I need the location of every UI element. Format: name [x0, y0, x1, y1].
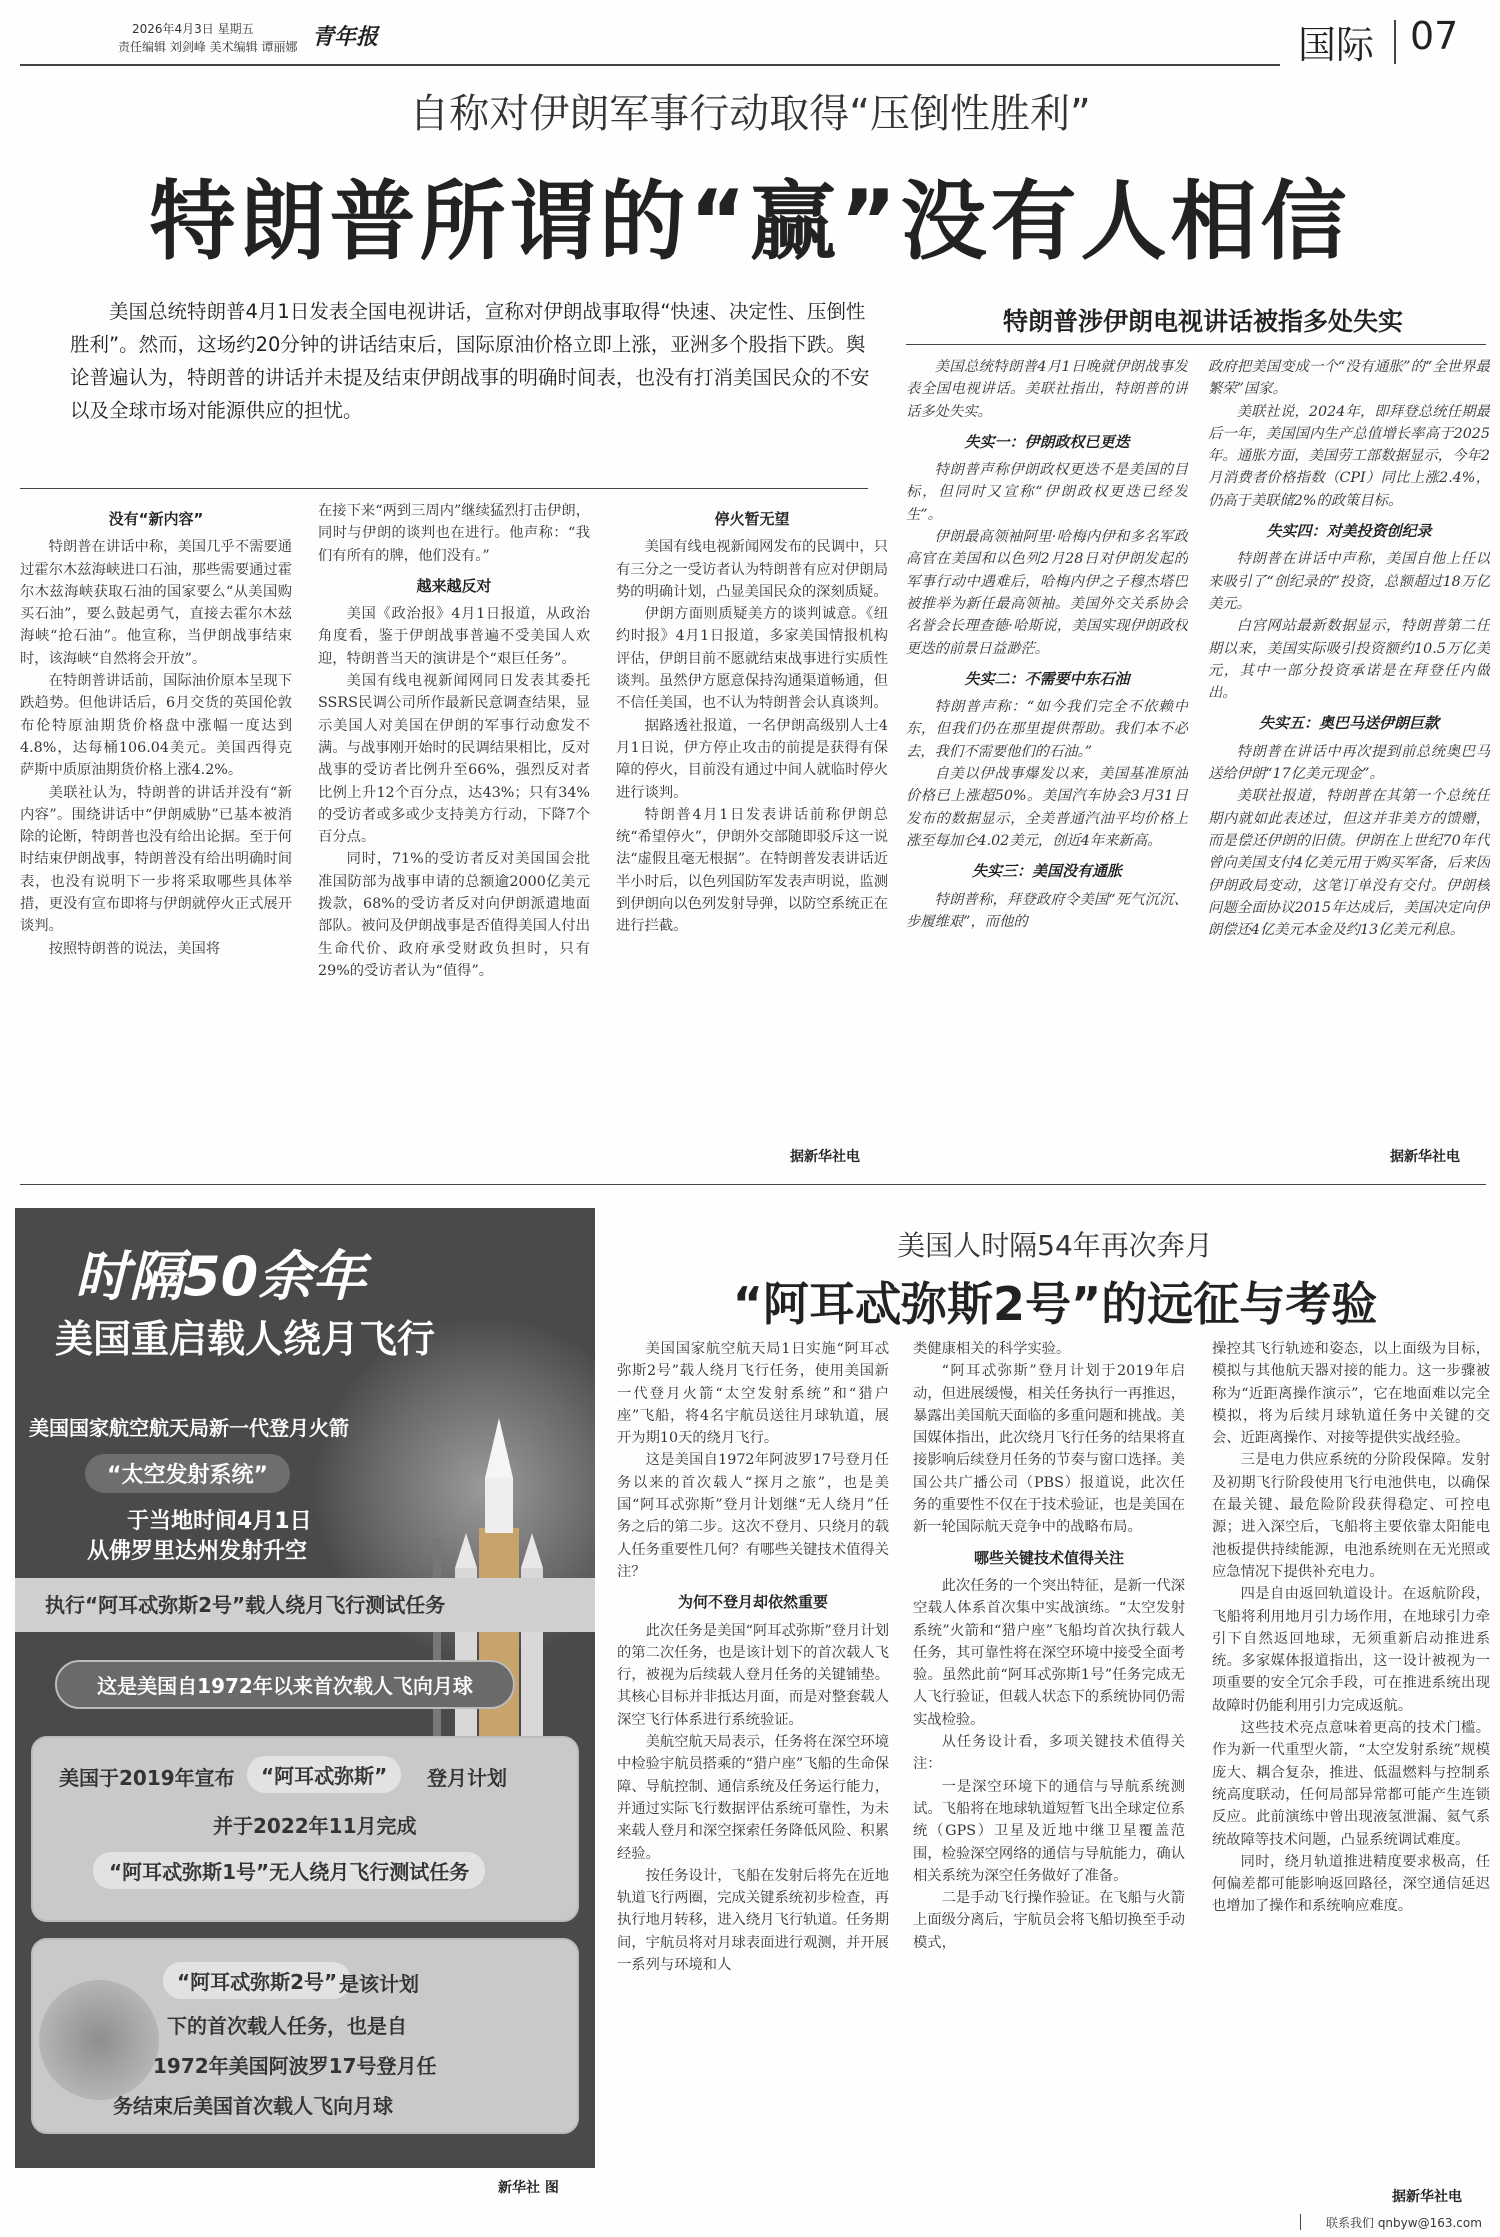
- paragraph: 此次任务的一个突出特征，是新一代深空载人体系首次集中实战演练。“太空发射系统”火箭和“猎户座”飞船均首次执行载人任务，其可靠性将在深空环境中接受全面考验。虽然此前“阿耳忒弥斯1号”任务完成无人飞行验证，但载人状态下的系统协同仍需实战检验。: [913, 1577, 1185, 1728]
- fact-head-5: 失实五：奥巴马送伊朗巨款: [1258, 714, 1439, 733]
- graphic-box1-text-a: 美国于2019年宣布: [59, 1766, 235, 1790]
- story1-lede: 美国总统特朗普4月1日发表全国电视讲话，宣称对伊朗战事取得“快速、决定性、压倒性胜利”。然而，这场约20分钟的讲话结束后，国际原油价格立即上涨，亚洲多个股指下跌。舆论普遍认为，特朗普的讲话并未提及结束伊朗战事的明确时间表，也没有打消美国民众的不安以及全球市场对能源供应的担忧。: [70, 300, 870, 422]
- section-divider: [1394, 20, 1396, 64]
- paragraph: 二是手动飞行操作验证。在飞船与火箭上面级分离后，宇航员会将飞船切换至手动模式，: [913, 1890, 1185, 1951]
- paragraph: 按任务设计，飞船在发射后将先在近地轨道飞行两圈，完成关键系统初步检查，再执行地月转移，进入绕月飞行轨道。任务期间，宇航员将对月球表面进行观测，并开展一系列与环境和人: [617, 1867, 889, 1974]
- paragraph: 美国有线电视新闻网发布的民调中，只有三分之一受访者认为特朗普有应对伊朗局势的明确计划，凸显美国民众的深刻质疑。: [616, 539, 888, 600]
- story2-column-2: [1208, 356, 1490, 1156]
- paragraph: 特朗普称，拜登政府令美国“死气沉沉、步履维艰”，而他的: [906, 891, 1188, 930]
- paragraph: 据路透社报道，一名伊朗高级别人士4月1日说，伊方停止攻击的前提是获得有保障的停火，目前没有通过中间人就临时停火进行谈判。: [616, 717, 888, 801]
- story3-column-2: [913, 1338, 1185, 2218]
- contact-email: 联系我们 qnbyw@163.com: [1326, 2216, 1482, 2230]
- paragraph: 四是自由返回轨道设计。在返航阶段，飞船将利用地月引力场作用，在地球引力牵引下自然返回地球，无须重新启动推进系统。多家媒体报道指出，这一设计被视为一项重要的安全冗余手段，可在推进系统出现故障时仍能利用引力完成返航。: [1212, 1586, 1490, 1714]
- story3-source: 据新华社电: [1392, 2189, 1462, 2205]
- infographic: [15, 1208, 595, 2168]
- story3-column-1: [617, 1338, 889, 2218]
- story3-column-3: [1212, 1338, 1490, 2188]
- paragraph: “阿耳忒弥斯”登月计划于2019年启动，但进展缓慢，相关任务执行一再推迟，暴露出美国航天面临的多重问题和挑战。美国媒体指出，此次绕月飞行任务的结果将直接影响后续登月任务的节奏与窗口选择。美国公共广播公司（PBS）报道说，此次任务的重要性不仅在于技术验证，也是美国在新一轮国际航天竞争中的战略布局。: [913, 1363, 1185, 1536]
- paragraph: 特朗普4月1日发表讲话前称伊朗总统“希望停火”，伊朗外交部随即驳斥这一说法“虚假且毫无根据”。在特朗普发表讲话近半小时后，以色列国防军发表声明说，监测到伊朗向以色列发射导弹，以防空系统正在进行拦截。: [616, 806, 888, 935]
- paragraph: 自美以伊战事爆发以来，美国基准原油价格已上涨超50%。美国汽车协会3月31日发布的数据显示，全美普通汽油平均价格上涨至每加仑4.02美元，创近4年来新高。: [906, 766, 1188, 849]
- paragraph: 美航空航天局表示，任务将在深空环境中检验宇航员搭乘的“猎户座”飞船的生命保障、导航控制、通信系统及任务运行能力，并通过实际飞行数据评估系统可靠性，为未来载人登月和深空探索任务降低风险、积累经验。: [617, 1734, 889, 1862]
- fact-head-3: 失实三：美国没有通胀: [971, 862, 1122, 881]
- paragraph: 美联社报道，特朗普在其第一个总统任期内就如此表述过，但这并非美方的馈赠，而是偿还伊朗的旧债。伊朗在上世纪70年代曾向美国支付4亿美元用于购买军备，后来因伊朗政局变动，这笔订单没有交付。伊朗核问题全面协议2015年达成后，美国决定向伊朗偿还4亿美元本金及约13亿美元利息。: [1208, 788, 1490, 939]
- graphic-line-1: 美国国家航空航天局新一代登月火箭: [29, 1416, 349, 1440]
- paragraph: 伊朗最高领袖阿里·哈梅内伊和多名军政高官在美国和以色列2月28日对伊朗发起的军事行动中遇难后，哈梅内伊之子穆杰塔巴被推举为新任最高领袖。美国外交关系协会名誉会长理查德·哈斯说，美国实现伊朗政权更迭的前景日益渺茫。: [906, 529, 1188, 657]
- paragraph: 一是深空环境下的通信与导航系统测试。飞船将在地球轨道短暂飞出全球定位系统（GPS）卫星及近地中继卫星覆盖范围，检验深空网络的通信与导航能力，确认相关系统为深空任务做好了准备。: [913, 1778, 1185, 1884]
- paragraph: 美联社说，2024年，即拜登总统任期最后一年，美国国内生产总值增长率高于2025年。通胀方面，美国劳工部数据显示，今年2月消费者价格指数（CPI）同比上涨2.4%，仍高于美联储2%的政策目标。: [1208, 403, 1490, 509]
- paragraph: 美国国家航空航天局1日实施“阿耳忒弥斯2号”载人绕月飞行任务，使用美国新一代登月火箭“太空发射系统”和“猎户座”飞船，将4名宇航员送往月球轨道，展开为期10天的绕月飞行。: [617, 1341, 889, 1447]
- graphic-box1-pill: “阿耳忒弥斯”: [247, 1756, 401, 1793]
- newspaper-logo: 青年报: [312, 24, 379, 50]
- story1-headline: 特朗普所谓的“赢”没有人相信: [149, 172, 1351, 272]
- story3-subhead-2: 哪些关键技术值得关注: [973, 1548, 1124, 1567]
- lede-rule: [20, 488, 868, 489]
- editors-credit: 责任编辑 刘剑峰 美术编辑 谭丽娜: [118, 40, 298, 54]
- story2-column-1: [906, 356, 1188, 1186]
- story1-subhead-1: 没有“新内容”: [108, 510, 204, 528]
- graphic-band-text: 执行“阿耳忒弥斯2号”载人绕月飞行测试任务: [45, 1593, 446, 1617]
- paragraph: 在接下来“两到三周内”继续猛烈打击伊朗，同时与伊朗的谈判也在进行。他声称：“我们有所有的牌，他们没有。”: [318, 503, 590, 564]
- graphic-title-1: 时隔50余年: [75, 1245, 367, 1308]
- graphic-credit: 新华社 图: [498, 2180, 559, 2196]
- paragraph: 按照特朗普的说法，美国将: [48, 940, 221, 957]
- paragraph: 政府把美国变成一个“没有通胀”的“全世界最繁荣”国家。: [1208, 359, 1490, 398]
- story3-subhead-1: 为何不登月却依然重要: [677, 1593, 828, 1612]
- issue-date: 2026年4月3日 星期五: [132, 22, 254, 36]
- graphic-line-2: 于当地时间4月1日: [127, 1509, 312, 1534]
- graphic-band: [15, 1578, 595, 1632]
- story1-kicker: 自称对伊朗军事行动取得“压倒性胜利”: [409, 91, 1091, 137]
- story1-column-1: [20, 500, 292, 1180]
- graphic-line-3: 从佛罗里达州发射升空: [87, 1539, 308, 1564]
- fact-head-2: 失实二：不需要中东石油: [964, 669, 1130, 688]
- paragraph: 在特朗普讲话前，国际油价原本呈现下跌趋势。但他讲话后，6月交货的英国伦敦布伦特原油期货价格盘中涨幅一度达到4.8%，达每桶106.04美元。美国西得克萨斯中质原油期货价格上涨4.2%。: [20, 673, 292, 779]
- section-rule: [20, 1184, 1486, 1185]
- story2-source: 据新华社电: [1390, 1149, 1460, 1165]
- graphic-box1-text-c: 并于2022年11月完成: [213, 1814, 417, 1838]
- paragraph: 特朗普声称伊朗政权更迭不是美国的目标，但同时又宣称“伊朗政权更迭已经发生”。: [906, 462, 1188, 523]
- story1-column-2: [318, 500, 590, 1180]
- section-name: 国际: [1298, 23, 1375, 67]
- paragraph: 美国《政治报》4月1日报道，从政治角度看，鉴于伊朗战事普遍不受美国人欢迎，特朗普当天的演讲是个“艰巨任务”。: [318, 606, 590, 667]
- graphic-pill-1: “太空发射系统”: [85, 1454, 290, 1493]
- graphic-box-2: [31, 1938, 579, 2134]
- paragraph: 类健康相关的科学实验。: [913, 1341, 1071, 1357]
- graphic-box2-text-a: 是该计划: [339, 1972, 419, 1996]
- paragraph: 美国总统特朗普4月1日晚就伊朗战事发表全国电视讲话。美联社指出，特朗普的讲话多处失实。: [906, 359, 1188, 420]
- paragraph: 特朗普在讲话中再次提到前总统奥巴马送给伊朗“17亿美元现金”。: [1208, 743, 1490, 783]
- paragraph: 这是美国自1972年阿波罗17号登月任务以来的首次载人“探月之旅”，也是美国“阿耳忒弥斯”登月计划继“无人绕月”任务之后的第二步。这次不登月、只绕月的载人任务重要性几何？有哪些关键技术值得关注？: [617, 1452, 889, 1580]
- story3-kicker: 美国人时隔54年再次奔月: [897, 1229, 1213, 1262]
- graphic-box1-pill-2: “阿耳忒弥斯1号”无人绕月飞行测试任务: [93, 1852, 485, 1889]
- graphic-pill-2: 这是美国自1972年以来首次载人飞向月球: [55, 1660, 515, 1709]
- story3-headline: “阿耳忒弥斯2号”的远征与考验: [732, 1277, 1378, 1331]
- paragraph: 伊朗方面则质疑美方的谈判诚意。《纽约时报》4月1日报道，多家美国情报机构评估，伊朗目前不愿就结束战事进行实质性谈判。虽然伊方愿意保持沟通渠道畅通，但不信任美国，也不认为特朗普会认真谈判。: [616, 606, 888, 712]
- paragraph: 同时，71%的受访者反对美国国会批准国防部为战事申请的总额逾2000亿美元拨款，68%的受访者反对向伊朗派遣地面部队。被问及伊朗战事是否值得美国人付出生命代价、政府承受财政负担时，只有29%的受访者认为“值得”。: [318, 851, 590, 979]
- paragraph: 美国有线电视新闻网同日发表其委托SSRS民调公司所作最新民意调查结果，显示美国人对美国在伊朗的军事行动愈发不满。与战事刚开始时的民调结果相比，反对战事的受访者比例升至66%，强烈反对者比例上升12个百分点，达43%；只有34%的受访者或多或少支持美方行动，下降7个百分点。: [318, 673, 590, 846]
- paragraph: 三是电力供应系统的分阶段保障。发射及初期飞行阶段使用飞行电池供电，以确保在最关键、最危险阶段获得稳定、可控电源；进入深空后，飞船将主要依靠太阳能电池板提供持续能源，电池系统则在无光照或应急情况下提供补充电力。: [1212, 1452, 1490, 1580]
- graphic-box2-text-b: 下的首次载人任务，也是自: [167, 2014, 407, 2038]
- fact-head-4: 失实四：对美投资创纪录: [1266, 522, 1432, 541]
- graphic-box2-text-d: 务结束后美国首次载人飞向月球: [113, 2094, 393, 2118]
- graphic-title-2: 美国重启载人绕月飞行: [55, 1317, 436, 1361]
- paragraph: 从任务设计看，多项关键技术值得关注：: [913, 1734, 1185, 1773]
- header-rule: [20, 64, 1280, 66]
- story1-subhead-2: 越来越反对: [416, 576, 492, 595]
- paragraph: 此次任务是美国“阿耳忒弥斯”登月计划的第二次任务，也是该计划下的首次载人飞行，被视为后续载人登月任务的关键铺垫。其核心目标并非抵达月面，而是对整套载人深空飞行体系进行系统验证。: [617, 1622, 889, 1728]
- paragraph: 同时，绕月轨道推进精度要求极高，任何偏差都可能影响返回路径，深空通信延迟也增加了操作和系统响应难度。: [1212, 1853, 1490, 1915]
- paragraph: 特朗普在讲话中称，美国几乎不需要通过霍尔木兹海峡进口石油，那些需要通过霍尔木兹海峡获取石油的国家要么“从美国购买石油”，要么鼓起勇气，直接去霍尔木兹海峡“抢石油”。他宣称，当伊朗战事结束时，该海峡“自然将会开放”。: [20, 539, 292, 667]
- page-number: 07: [1410, 14, 1459, 58]
- paragraph: 白宫网站最新数据显示，特朗普第二任期以来，美国实际吸引投资额约10.5万亿美元，其中一部分投资承诺是在拜登任内做出。: [1208, 618, 1490, 702]
- graphic-box2-text-c: 1972年美国阿波罗17号登月任: [153, 2054, 437, 2078]
- footer-divider: [1300, 2214, 1301, 2230]
- graphic-box2-pill: “阿耳忒弥斯2号”: [163, 1962, 351, 1999]
- story2-rule: [906, 344, 1486, 345]
- fact-head-1: 失实一：伊朗政权已更迭: [964, 432, 1130, 451]
- graphic-box-1: [31, 1736, 579, 1922]
- paragraph: 特朗普在讲话中声称，美国自他上任以来吸引了“创纪录的”投资，总额超过18万亿美元。: [1208, 551, 1490, 612]
- graphic-box1-text-b: 登月计划: [427, 1766, 507, 1790]
- story1-column-3: [616, 500, 888, 1150]
- paragraph: 特朗普声称：“如今我们完全不依赖中东，但我们仍在那里提供帮助。我们本不必去，我们不需要他们的石油。”: [906, 699, 1188, 760]
- story1-subhead-3: 停火暂无望: [714, 510, 790, 528]
- paragraph: 操控其飞行轨迹和姿态，以上面级为目标，模拟与其他航天器对接的能力。这一步骤被称为“近距离操作演示”，它在地面难以完全模拟，将为后续月球轨道任务中关键的交会、近距离操作、对接等提供实战经验。: [1212, 1341, 1490, 1447]
- paragraph: 这些技术亮点意味着更高的技术门槛。作为新一代重型火箭，“太空发射系统”规模庞大、耦合复杂，推进、低温燃料与控制系统高度联动，任何局部异常都可能产生连锁反应。此前演练中曾出现液氢泄漏、氦气系统故障等技术问题，凸显系统调试难度。: [1212, 1720, 1490, 1848]
- story2-headline: 特朗普涉伊朗电视讲话被指多处失实: [1002, 307, 1403, 336]
- story1-source: 据新华社电: [790, 1149, 860, 1165]
- launch-photo: [39, 1980, 159, 2100]
- paragraph: 美联社认为，特朗普的讲话并没有“新内容”。围绕讲话中“伊朗威胁”已基本被消除的论断，特朗普也没有给出论据。至于何时结束伊朗战事，特朗普没有给出明确时间表，也没有说明下一步将采取哪些具体举措，更没有宣布即将与伊朗就停火正式展开谈判。: [20, 784, 292, 935]
